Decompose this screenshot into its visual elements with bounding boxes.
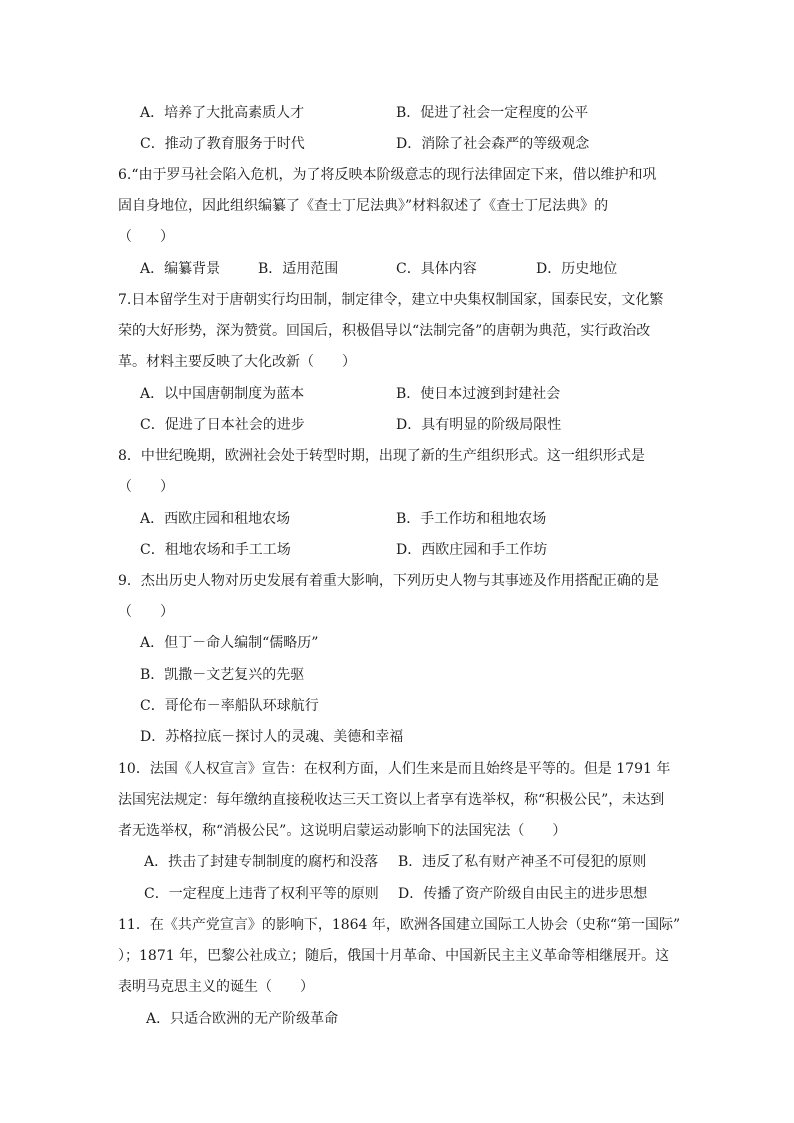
q6-stem-line1: 6.“由于罗马社会陷入危机，为了将反映本阶级意志的现行法律固定下来，借以维护和巩 — [118, 167, 657, 183]
q8-option-c: C．租地农场和手工工场 — [140, 542, 291, 558]
q10-stem-line3: 者无选举权，称“消极公民”。这说明启蒙运动影响下的法国宪法（ ） — [118, 823, 567, 839]
q5-option-a: A．培养了大批高素质人才 — [140, 105, 305, 121]
q6-option-b: B．适用范围 — [258, 261, 339, 277]
q7-stem-line1: 7.日本留学生对于唐朝实行均田制，制定律令，建立中央集权制国家，国泰民安，文化繁 — [118, 292, 664, 308]
q10-option-c: C．一定程度上违背了权利平等的原则 — [144, 886, 379, 902]
q7-stem-line2: 荣的大好形势，深为赞赏。回国后，积极倡导以“法制完备”的唐朝为典范，实行政治改 — [118, 323, 651, 339]
q5-option-c: C．推动了教育服务于时代 — [140, 136, 305, 152]
q9-option-c: C．哥伦布－率船队环球航行 — [140, 698, 319, 714]
q10-option-d: D．传播了资产阶级自由民主的进步思想 — [398, 886, 648, 902]
q8-stem-line2: （ ） — [118, 479, 174, 495]
q11-stem-line3: 表明马克思主义的诞生（ ） — [118, 979, 314, 995]
q9-option-d: D．苏格拉底－探讨人的灵魂、美德和幸福 — [140, 729, 404, 745]
q10-option-b: B．违反了私有财产神圣不可侵犯的原则 — [398, 854, 647, 870]
q7-option-d: D．具有明显的阶级局限性 — [396, 417, 562, 433]
q6-option-a: A．编纂背景 — [140, 261, 221, 277]
q10-stem-line1: 10．法国《人权宣言》宣告：在权利方面，人们生来是而且始终是平等的。但是 1791 年 — [118, 761, 671, 777]
q11-stem-line1: 11．在《共产党宣言》的影响下，1864 年，欧洲各国建立国际工人协会（史称“第一国际” — [118, 917, 681, 933]
q7-stem-line3: 革。材料主要反映了大化改新（ ） — [118, 354, 356, 370]
q5-option-b: B．促进了社会一定程度的公平 — [396, 105, 589, 121]
q7-option-b: B．使日本过渡到封建社会 — [396, 386, 561, 402]
q7-option-c: C．促进了日本社会的进步 — [140, 417, 305, 433]
q6-stem-line2: 固自身地位，因此组织编纂了《查士丁尼法典》”材料叙述了《查士丁尼法典》的 — [118, 198, 609, 214]
q10-option-a: A．抶击了封建专制制度的腐朽和没落 — [144, 854, 379, 870]
q6-option-c: C．具体内容 — [396, 261, 477, 277]
q11-stem-line2: ）；1871 年，巴黎公社成立；随后，俄国十月革命、中国新民主主义革命等相继展开。这 — [118, 948, 670, 964]
q6-option-d: D．历史地位 — [536, 261, 618, 277]
q10-stem-line2: 法国宪法规定：每年缴纳直接税收达三天工资以上者享有选举权，称“积极公民”，未达到 — [118, 792, 665, 808]
q8-option-a: A．西欧庄园和租地农场 — [140, 511, 291, 527]
q6-stem-line3: （ ） — [118, 229, 174, 245]
q9-option-b: B．凯撒－文艺复兴的先驱 — [140, 667, 305, 683]
q11-option-a: A．只适合欧洲的无产阶级革命 — [146, 1011, 339, 1027]
q8-option-d: D．西欧庄园和手工作坊 — [396, 542, 548, 558]
q8-option-b: B．手工作坊和租地农场 — [396, 511, 547, 527]
q9-stem-line1: 9．杰出历史人物对历史发展有着重大影响，下列历史人物与其事迹及作用搭配正确的是 — [118, 573, 659, 589]
q5-option-d: D．消除了社会森严的等级观念 — [396, 136, 590, 152]
q9-stem-line2: （ ） — [118, 604, 174, 620]
q8-stem-line1: 8．中世纪晚期，欧洲社会处于转型时期，出现了新的生产组织形式。这一组织形式是 — [118, 448, 645, 464]
q9-option-a: A．但丁－命人编制“儒略历” — [140, 635, 319, 651]
q7-option-a: A．以中国唐朝制度为蓝本 — [140, 386, 305, 402]
